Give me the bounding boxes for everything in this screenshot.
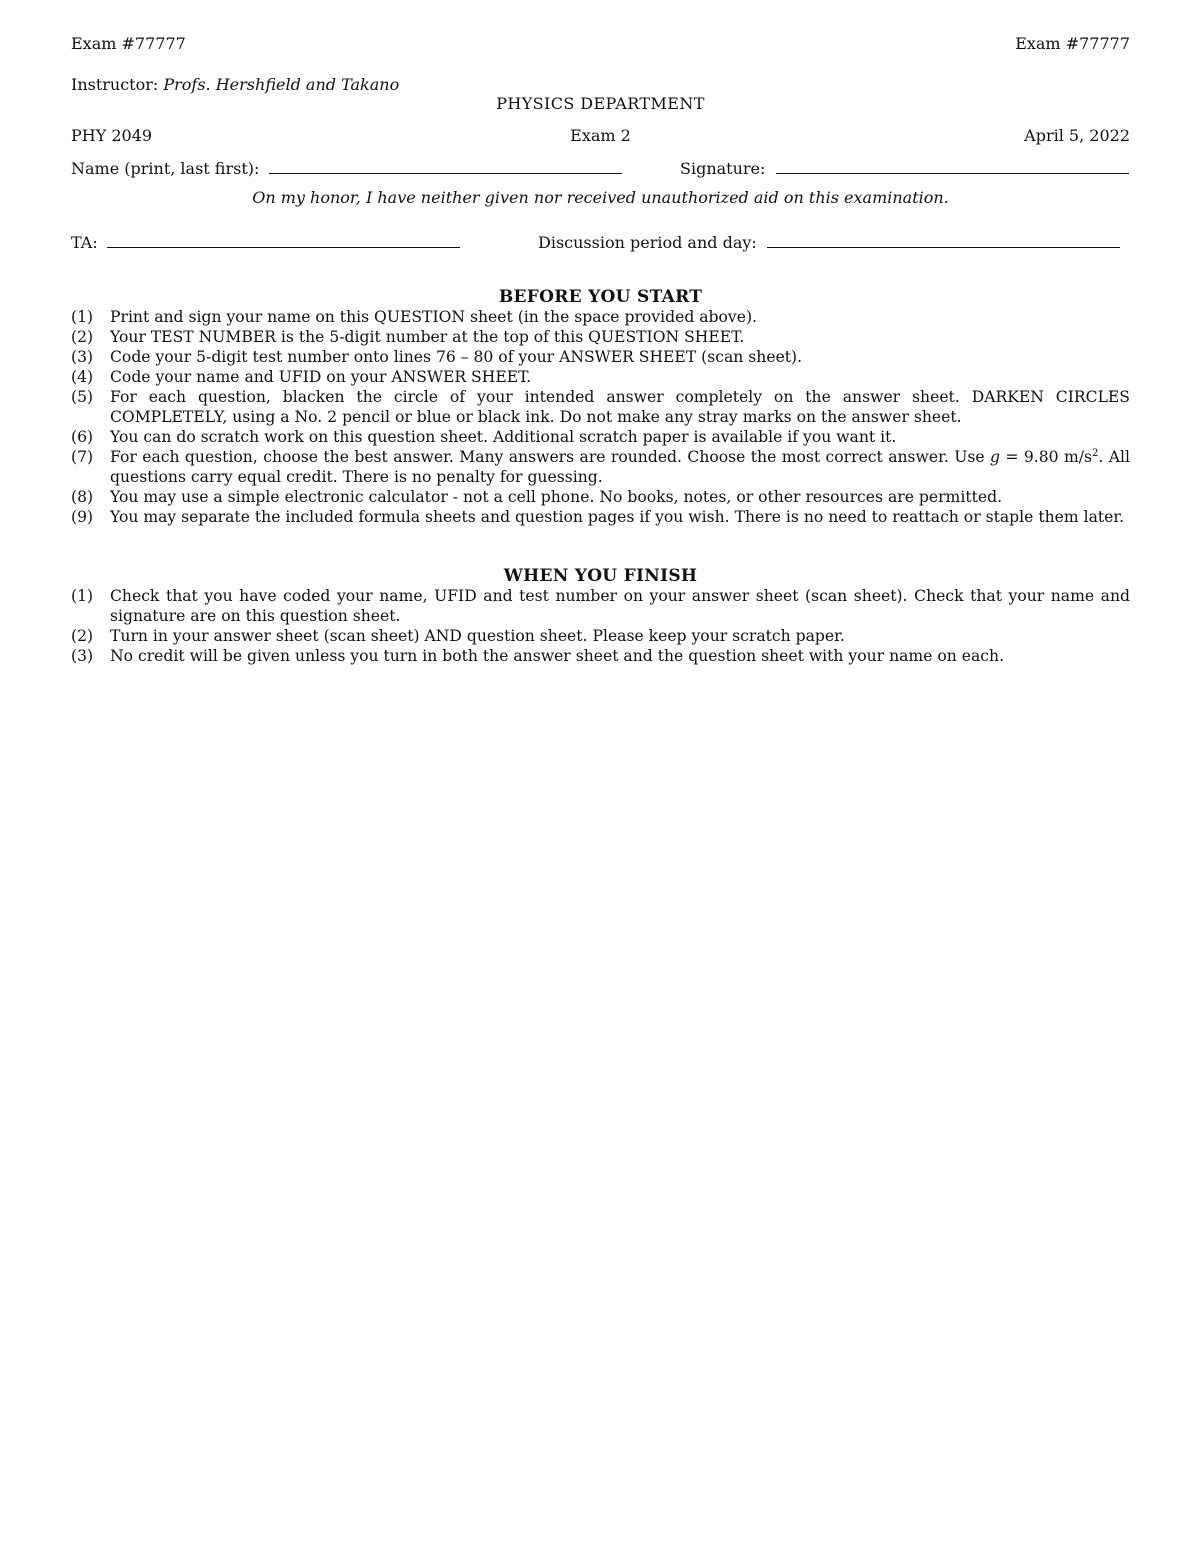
item-number: (6)	[71, 428, 94, 446]
name-label: Name (print, last first):	[71, 159, 260, 178]
before-you-start-list	[71, 307, 1130, 527]
item-number: (4)	[71, 368, 94, 386]
honor-row	[71, 188, 1130, 210]
exam-title: Exam 2	[570, 126, 631, 145]
item-number: (5)	[71, 388, 94, 406]
list-item	[71, 646, 1130, 666]
ta-label: TA:	[71, 233, 98, 252]
list-item	[71, 427, 1130, 447]
course-row	[71, 126, 1130, 148]
item-text: Code your name and UFID on your ANSWER SHEET.	[110, 368, 532, 386]
list-item	[71, 487, 1130, 507]
signature-blank[interactable]	[776, 157, 1129, 174]
item-text: Check that you have coded your name, UFID and test number on your answer sheet (scan sheet). Check that your name and signature are on this question sheet.	[110, 587, 1130, 625]
exam-date: April 5, 2022	[1024, 126, 1130, 145]
when-you-finish-title: WHEN YOU FINISH	[503, 566, 698, 586]
list-item	[71, 327, 1130, 347]
gravity-symbol: g	[990, 448, 1000, 466]
item-text: You may separate the included formula sheets and question pages if you wish. There is no need to reattach or staple them later.	[110, 508, 1125, 526]
discussion-field-group	[538, 231, 1120, 253]
item-number: (2)	[71, 627, 94, 645]
ta-discussion-row	[71, 231, 1130, 253]
list-item	[71, 447, 1130, 487]
department-title: PHYSICS DEPARTMENT	[496, 94, 705, 113]
list-item	[71, 507, 1130, 527]
item-text: You can do scratch work on this question sheet. Additional scratch paper is available if you want it.	[110, 428, 897, 446]
discussion-blank[interactable]	[767, 231, 1120, 248]
item-text-part: For each question, choose the best answer. Many answers are rounded. Choose the most correct answer. Use	[110, 448, 990, 466]
list-item	[71, 387, 1130, 427]
item-number: (1)	[71, 587, 94, 605]
list-item	[71, 626, 1130, 646]
item-text: Code your 5-digit test number onto lines 76 – 80 of your ANSWER SHEET (scan sheet).	[110, 348, 803, 366]
exam-number-left: Exam #77777	[71, 34, 186, 53]
department-row	[71, 94, 1130, 116]
item-text-part: = 9.80 m/s	[999, 448, 1093, 466]
item-number: (8)	[71, 488, 94, 506]
list-item	[71, 586, 1130, 626]
instructor-name: Profs. Hershfield and Takano	[163, 75, 400, 94]
item-number: (9)	[71, 508, 94, 526]
instructor-label: Instructor:	[71, 75, 159, 94]
item-text: For each question, blacken the circle of your intended answer completely on the answer sheet. DARKEN CIRCLES COMPLETELY, using a No. 2 pencil or blue or black ink. Do not make any stray marks on the answer sheet.	[110, 388, 1130, 426]
list-item	[71, 307, 1130, 327]
item-text: No credit will be given unless you turn in both the answer sheet and the question sheet with your name on each.	[110, 647, 1005, 665]
name-blank[interactable]	[269, 157, 622, 174]
instructor-line	[71, 75, 399, 95]
signature-field-group	[680, 157, 1129, 179]
exam-number-row	[71, 34, 1130, 56]
list-item	[71, 347, 1130, 367]
item-text: Print and sign your name on this QUESTION sheet (in the space provided above).	[110, 308, 758, 326]
item-number: (3)	[71, 647, 94, 665]
list-item	[71, 367, 1130, 387]
ta-blank[interactable]	[107, 231, 460, 248]
discussion-label: Discussion period and day:	[538, 233, 757, 252]
before-you-start-title: BEFORE YOU START	[498, 287, 703, 307]
item-text: Your TEST NUMBER is the 5-digit number at the top of this QUESTION SHEET.	[110, 328, 745, 346]
item-text	[110, 448, 1130, 486]
item-text-part: . All questions carry equal credit. There is no penalty for guessing.	[110, 448, 1131, 486]
exam-number-right: Exam #77777	[1015, 34, 1130, 53]
item-number: (3)	[71, 348, 94, 366]
item-number: (2)	[71, 328, 94, 346]
item-number: (1)	[71, 308, 94, 326]
name-signature-row	[71, 157, 1130, 179]
exponent: 2	[1092, 447, 1099, 459]
item-text: Turn in your answer sheet (scan sheet) AND question sheet. Please keep your scratch paper.	[110, 627, 845, 645]
honor-statement: On my honor, I have neither given nor received unauthorized aid on this examination.	[252, 188, 949, 207]
ta-field-group	[71, 231, 460, 253]
item-text: You may use a simple electronic calculator - not a cell phone. No books, notes, or other resources are permitted.	[110, 488, 1003, 506]
item-number: (7)	[71, 448, 94, 466]
when-you-finish-list	[71, 586, 1130, 666]
signature-label: Signature:	[680, 159, 766, 178]
course-code: PHY 2049	[71, 126, 153, 145]
name-field-group	[71, 157, 622, 179]
